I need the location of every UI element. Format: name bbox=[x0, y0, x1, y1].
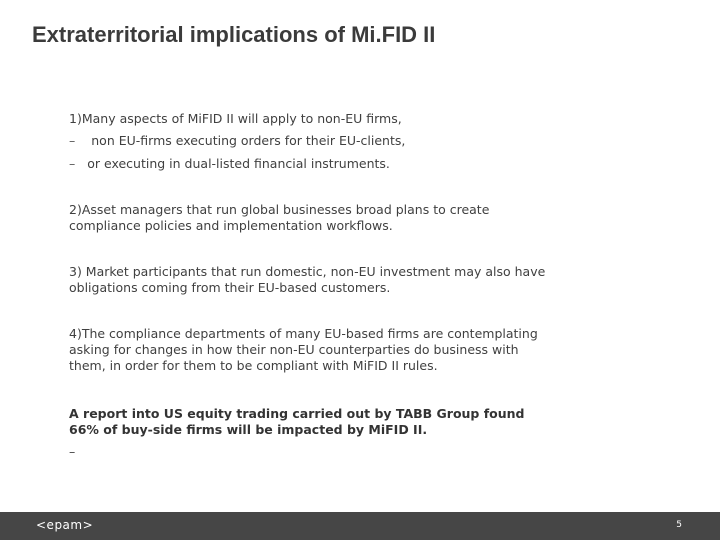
bullet-item-1 bbox=[69, 133, 549, 149]
page-number: 5 bbox=[676, 520, 682, 530]
point-1-text: 1)Many aspects of MiFID II will apply to non-EU firms, bbox=[69, 111, 402, 126]
footer-bar bbox=[0, 512, 720, 540]
bullet-item-2 bbox=[69, 156, 549, 172]
point-4-text: 4)The compliance departments of many EU-based firms are contemplating asking for changes in how their non-EU counterparties do business with them, in order for them to be compliant with MiFID II rules. bbox=[69, 326, 538, 373]
bullet-item-2-text: or executing in dual-listed financial instruments. bbox=[87, 156, 390, 171]
point-3-text: 3) Market participants that run domestic, non-EU investment may also have obligations coming from their EU-based customers. bbox=[69, 264, 546, 295]
trailing-dash: – bbox=[69, 444, 76, 459]
point-2-text: 2)Asset managers that run global businesses broad plans to create compliance policies and implementation workflows. bbox=[69, 202, 490, 233]
report-text: A report into US equity trading carried out by TABB Group found 66% of buy-side firms will be impacted by MiFID II. bbox=[69, 406, 525, 437]
bullet-item-1-text: non EU-firms executing orders for their EU-clients, bbox=[91, 133, 406, 148]
slide-title: Extraterritorial implications of Mi.FID II bbox=[32, 22, 436, 47]
dash-icon: – bbox=[69, 133, 76, 148]
epam-logo: <epam> bbox=[36, 518, 94, 532]
dash-icon: – bbox=[69, 156, 76, 171]
